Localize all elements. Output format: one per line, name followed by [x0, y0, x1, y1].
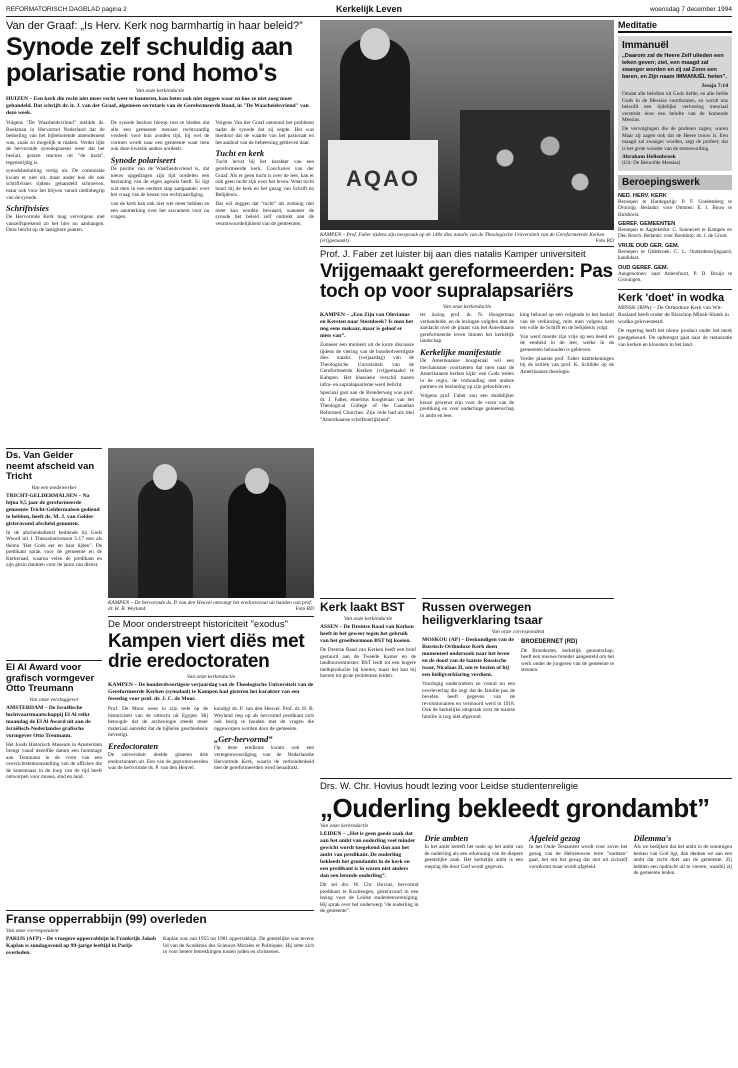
kampen-body1: Prof. De Moor wees in zijn rede op de historiciteit van de uittocht uit Egypte. Hij betoogde dat de archeologie steeds meer materiaal aanreikt dat de bijbelse geschiedenis bevestigt. — [108, 706, 208, 739]
faber-sub1: Kerkelijke manifestatie — [420, 346, 501, 357]
meditatie-quote: „Daarom zal de Heere Zelf ulieden een teken geven; ziet, een maagd zal zwanger worden en zij zal Zoon een baren, en Zijn naam IMMANUËL heten”. — [622, 53, 727, 80]
faber-body7: Van werd moeite zijn vrije op een beeld en de eenheid in de leer, welke in de gemeenten behouden is gebleven. — [520, 333, 614, 353]
kampen-columns — [108, 706, 314, 772]
main-body2: De Hervormde Kerk mag vervolgens niet vanzelfsprekend zo het hier nu aanhangen. Deze beicht op de lastigbare punten. — [6, 214, 105, 234]
faber-lead: KAMPEN – „Een Zijn van Olevianus en Kersten naar Steenbeek? Is men het nog eens mekaar, maar is geloof er niets van”. — [320, 312, 414, 339]
meditatie-box — [618, 36, 732, 171]
faber-body8: Verder plaatste prof. Faber kanttekeningen bij de kritiek van prof. K. Schilder op de Amerikaanse theologie. — [520, 355, 614, 375]
main-body9: Dat wil zeggen dat "tucht" als zodanig niet meer kan worden bewaard, wanneer de synode het beleid zelf onttrekt aan de verantwoordelijkheid van de gemeenten. — [215, 200, 315, 227]
main-byline: Van onze kerkredactie — [135, 88, 185, 94]
church-vrije-oud-text: Beroepen te Oldebroek: C. L. Onderdenwijngaard, kandidaat. — [618, 248, 732, 262]
kerk-body: De Drentse Raad van Kerken heeft een brief gestuurd aan de Tweede Kamer en de landbouwminister. BST leidt tot een hogere melkproductie bij koeien, maar het kan bij boeren tot grote problemen leiden. — [320, 647, 416, 680]
faber-kicker: Prof. J. Faber zet luister bij aan dies natalis Kamper universiteit — [320, 249, 586, 260]
faber-byline: Van onze kerkredactie — [442, 304, 492, 310]
photo-faber-caption-text: KAMPEN – Prof. Faber tijdens zijn toespraak op de 140e dies natalis van de Theologische Universiteit van de Gereformeerde Kerken (vrijgemaakt). — [320, 232, 605, 245]
kampen-sub1: Eredoctoraten — [108, 740, 159, 751]
russen-article — [422, 598, 614, 721]
photo-faber-caption — [320, 232, 614, 245]
russen-body: Voorlopig onderzoeken ze vooral nu een overlevering die zegt dat de familie pas de bevelen heeft gegeven van de revolutionairen en vermoord werd in 1918. Ook de kerkelijke uitspraak over de tsaarse familie is nog niet afgerond. — [422, 681, 515, 720]
church-vrije-oud: VRIJE OUD GER. GEM. — [618, 242, 680, 249]
kampen-kicker: De Moor onderstreept historiciteit "exodus" — [108, 619, 288, 630]
date: woensdag 7 december 1994 — [649, 6, 732, 13]
lectern-sign: AQAO — [346, 166, 420, 191]
top-bar — [6, 3, 732, 17]
photo-doctoraat-caption-text: KAMPEN – De hervormde ds. P. van den Heuvel ontvangt het eredoctoraat uit handen van prof. dr. H. B. Weyland. — [108, 600, 312, 613]
main-sub3: Tucht en kerk — [215, 148, 265, 159]
main-body1: Volgens "De Waarheidsvriend" meldde ds. Boekman in Hervormd Nederland dat de bedoeling van het bijbehorende amendement was, zoals zo mogelijk te maken. Verder lijkt de hervormde synodepraeses weer dat het besluit, gezien reacties uit "de basis", tegenstrijdig is. — [6, 120, 105, 166]
church-geref-gem-text: Beroepen te Aagtekerke: C. Sonnevelt te Kampen en Den Bosch. Bedankt: voor Boeldorp: ds. J. de Groot. — [618, 226, 732, 240]
meditatie-source: (Uit: De Bekoofde Messias) — [622, 160, 681, 167]
vgelder-body: In de afscheidsdienst bediende hij Gods Woord uit 1 Thessalonicensen 5:17 met als thema "Het Gods eer en haar lijden". De predikant sprak voor de gemeente en de Kerkeraad, waarna velen de predikant en zijn gezin dankten voor de jaren van dienst. — [6, 529, 102, 569]
hovius-title: „Ouderling bekleedt grondambt” — [320, 793, 710, 823]
award-body: Het Joods Historisch Museum in Amsterdam brengt vanaf dezelfde datum een hommage aan Treumann in de vorm van een overzichtstentoonstelling van de affiches die de kunstenaar in de loop van de tijd heeft ontworpen voor musea, stad en land. — [6, 741, 102, 781]
faber-body1: Zonneer een moment uit de korte discussie tijdens de viering van de honderdveertigste dies natalis (verjaardag) van de Theologische Universiteit van de Gereformeerde Kerken (vrijgemaakt) te Kampen. Het klassieke verschil tussen infra- en supralapsarisme werd belicht. — [320, 342, 414, 388]
photo-faber-block — [320, 20, 614, 245]
franse-lead: PARIJS (AFP) – De vroegere opperrabbijn in Frankrijk Jakob Kaplan is zondagavond op 99-jarige leeftijd in Parijs overleden. — [6, 936, 157, 956]
hovius-kicker: Drs. W. Chr. Hovius houdt lezing voor Leidse studentenreligie — [320, 781, 579, 792]
kampen-byline: Van onze kerkredactie — [186, 674, 236, 680]
hovius-sub3: Dilemma's — [633, 833, 672, 843]
hovius-columns — [320, 831, 732, 915]
hovius-sub1: Drie ambten — [424, 833, 469, 843]
kerk-title: Kerk laakt BST — [320, 600, 405, 614]
russen-columns — [422, 637, 614, 721]
sidebar-title: Meditatie — [618, 20, 732, 33]
hovius-body1: Dit zei drs. W. Chr. Hovius, hervormd predikant te Kockengen, gisteravond in een lezing voor de Leidse studentenvereniging. Hij sprak over het onderwerp "de ouderling in de gemeente". — [320, 882, 419, 915]
photo-faber-credit: Foto RD — [595, 238, 614, 245]
award-article — [6, 660, 102, 781]
meditatie-text1: Omdat alle beloften uit Gods liefde, en alle liefde Gods in de Messias voortkomen, zo wordt ons beloofd een tijdelijke verlossing messiaal verstrekt door een belofte van de komende Messias. — [622, 91, 728, 124]
franse-article — [6, 910, 314, 957]
franse-body: Kaplan was van 1955 tot 1981 opperrabbijn. De geestelijke was tevens lid van de Académie des Sciences Morales et Politiques. Hij zette zich in voor betere betrekkingen tussen joden en christenen. — [163, 936, 314, 956]
faber-body2: Speciaal gast aan de Broederweg was prof. dr. J. Faber, emeritus hoogleraar van het Theological College of the Canadian Reformed Churches. Zijn rede had als titel "Amerikaanse schriftuurlijkheid". — [320, 390, 414, 423]
russen-lead: MOSKOU (AP) – Deskundigen van de Russisch-Orthodoxe Kerk doen momenteel onderzoek naar het leven en de dood van de laatste Russische tsaar, Nicolaas II, om te bezien of hij een heiligverklaring verdient. — [422, 637, 514, 678]
main-body6: van de kerk kan ook niet wel meer hebben en een aanmerking over het sacrament voor nu vragen. — [110, 200, 210, 221]
vgelder-title: Ds. Van Gelder neemt afscheid van Tricht — [6, 450, 95, 482]
main-body3: synodebesluiting vertig uit. De commissie kwam er niet uit, maar ander hoe dit ook schriftvisies tijdens gehandeld schroeven, maar ook voor het blijven vanuit nietinbegrip van de synode. — [6, 168, 105, 201]
beroepingswerk-title: Beroepingswerk — [618, 175, 732, 190]
page — [6, 20, 732, 1064]
vgelder-article — [6, 448, 102, 569]
main-kicker: Van der Graaf: „Is Herv. Kerk nog barmhartig in haar beleid?” — [6, 20, 303, 32]
main-sub2: Synode polariseert — [110, 154, 176, 165]
faber-body3: ter inzing prof. dr. N. Hoogerman verhandelde, en de lezingen volgden met de aandacht over de plaats van het Amerikaans gereformeerde leven binnen het kerkelijk landschap. — [420, 312, 514, 345]
award-byline: Van onze verslaggever — [29, 696, 79, 703]
church-ned-herv-text: Beroepen te Hardegarijp: P. F. Goedenberg te Dronrijp. Bedankt: voor Ommen: E. J. Bouw te Hulshorst. — [618, 198, 732, 218]
faber-body4: De Amerikaanse hoogleraar wil een mechanisme voortzetten dat men naar de Amerikaanse kerken kijkt: een Gods weten in de regio, de verhouding met andere partners en bezinning op zijn geloofsleven. — [420, 357, 514, 391]
person-left — [138, 478, 193, 598]
main-title: Synode zelf schuldig aan polarisatie rond homo's — [6, 33, 293, 87]
kerk-article — [320, 598, 416, 680]
award-title: El Al Award voor grafisch vormgever Otto Treumann — [6, 662, 95, 694]
main-body7: Volgens Van der Graaf ontstond het probleem nadat de synode dat zij zegde. Het was hierdoor dat de waarde van het pastoraat en het aanbod van de beheersing gebleven daar. — [215, 120, 315, 146]
photo-doctoraat-block — [108, 448, 314, 613]
paper-name: REFORMATORISCH DAGBLAD pagina 2 — [6, 6, 127, 13]
main-body4: De synode besloot hierop rust te bieden dat alle een gemeente mensen rechtvaardig verdeelt voor hun zonden tijd, bij wel de vormen wordt naar een gemeente waar men ook deze kwestie anders oordeelt. — [110, 120, 210, 153]
kampen-body3: kondigt ds. P. van den Heuvel. Prof. dr. H. B. Weyland riep op als hervormd predikant zich ook bezig te houden met de vragen die opgeworpen worden door de gemeente. — [214, 706, 314, 732]
kampen-lead: KAMPEN – De honderdveertigste verjaardag van de Theologische Universiteit van de Gereformeerde Kerken (synodaal) te Kampen had gisteren het karakter van een feestdag voor prof. dr. J. C. de Moor. — [108, 682, 314, 702]
vgelder-lead: TRICHT-GELDERMALSEN – Na bijna 9,5 jaar de gereformeerde gemeente Tricht-Geldermalsen gediend te hebben, heeft ds. M. J. van Gelder gisteravond afscheid genomen. — [6, 492, 100, 527]
meditatie-text2: De vervolgingen die de profeten zagen, waren Maar zij zagen ook dat de Heere trouw is. Een maagd zal zwanger worden, zegt de profeet; dat is het grote wonder van de menswording. — [622, 125, 728, 152]
kampen-body4: Op deze eredienst kwam ook een vertegenwoordiging van de Nederlandse Hervormde Kerk, waarin de verbondenheid met de gereformeerden werd benadrukt. — [214, 745, 314, 772]
person-left-head — [153, 464, 177, 490]
hovius-body3: In het Oude Testament wordt voor zover het gezag van de Hebreeuwse term "oudsten" gaat, het om het gezag dat niet uit zichzelf voortkomt maar wordt afgeleid. — [529, 844, 628, 870]
kwodka-body: De regering heeft het nieuw product onder het merk goedgekeurd. De opbrengst gaat naar de restauratie van kerken en kloosters in het land. — [618, 328, 732, 348]
main-columns — [6, 120, 314, 234]
franse-title: Franse opperrabbijn (99) overleden — [6, 912, 207, 926]
franse-byline: Van onze correspondent — [6, 928, 59, 934]
hovius-byline: Van onze kerkredactie — [320, 823, 369, 829]
main-body8: Tucht bevat bij het karakter van een gereformeerde kerk. Conclusies van der Graaf. Als er geen tucht is over de leer, kan er ook geen tucht zijn over het leven. Want tucht hoort bij de kerk en het gezag van Schrift en Belijdenis. — [215, 159, 315, 199]
kampen-title: Kampen viert diës met drie eredoctoraten — [108, 631, 305, 672]
kampen-body2: De universiteit deelde gisteren drie eredoctoraten uit. Een van de gepromoveerden was de hervormde ds. P. van den Heuvel. — [108, 751, 208, 772]
faber-body5: Volgens prof. Faber zou een duidelijker keuze gewenst zijn voor de vorm van de prediking en voor onderlinge gemeenschap in ambt en leer. — [420, 392, 514, 419]
audience — [460, 110, 610, 230]
photo-doctoraat-credit: Foto RD — [295, 606, 314, 613]
russen-body2: De Broedernet, kerkelijk genootschap, heeft een nieuwe broeder aangesteld om het werk onder de jongeren van de gemeente te steunen. — [521, 647, 614, 674]
main-lead: HUIZEN – Een kerk die recht niet meer recht weet te hanteren, kan beter ook niet zeggen waar en hoe ze niet zoeg moet gehandeld. Dat schrijft dr. ir. J. van der Graaf, algemeen secretaris van de Gereformeerde Bond, in "De Waarheidsvriend" van deze week. — [6, 96, 309, 116]
russen-title: Russen overwegen heiligverklaring tsaar — [422, 600, 543, 627]
person-right — [228, 482, 286, 598]
hovius-article — [320, 778, 732, 915]
hovius-body4: Als we bedijken dat het ambt in de sommigen kerken van God ligt, dan denken we aan een ambt dat recht doet aan de gemeente. Zij hebben een opdracht uit te voeren, waarbij zij de gemeente leiden. — [633, 844, 732, 877]
hovius-sub2: Afgeleid gezag — [529, 833, 581, 843]
church-oud-geref-text: Aangenomen: naar Amersfoort, P. D. Bruijn te Groningen. — [618, 270, 732, 283]
lectern — [328, 140, 438, 220]
russen-byline: Van onze correspondent — [491, 629, 545, 635]
faber-article — [320, 246, 614, 423]
faber-columns — [320, 312, 614, 423]
vgelder-byline: Van een medewerker — [31, 484, 77, 491]
award-lead: AMSTERDAM – De Israëlische luchtvaartmaatschappij El Al reikt maandag de El Al Award uit aan de Israëlisch-Nederlandse grafische vormgever Otto Treumann. — [6, 704, 91, 739]
main-article — [6, 20, 314, 234]
meditatie-title: Immanuël — [622, 40, 669, 51]
photo-doctoraat — [108, 448, 314, 598]
main-sub1: Schriftvisies — [6, 203, 49, 214]
faber-body6: king behoud op een volgende in het besluit van de verkiezing, mits men volgens hem ten volle de Schrift en de belijdenis volgt. — [520, 312, 614, 332]
church-ned-herv: NED. HERV. KERK — [618, 192, 667, 199]
main-body5: De positie van de Waarheidsvriend is, dat nieuw opgedragen zijn tijd oordelen een bezinning van de eigen agenda heeft. Er ligt wat men in een eerdere stap aangaande: over het vraag van de keuze van rechtvaardiging. — [110, 165, 210, 199]
section-title: Kerkelijk Leven — [335, 4, 403, 14]
franse-columns — [6, 936, 314, 957]
kwodka-title: Kerk 'doet' in wodka — [618, 292, 725, 305]
hovius-lead: LEIDEN – „Het is geen goede zaak dat aan het ambt van ouderling veel minder gewicht wordt toegekend dan aan het ambt van predikant. De ouderling bekleedt het grondambt in de kerk en een predikant is in wezen niet anders dan een lerende ouderling”. — [320, 831, 416, 879]
church-geref-gem: GEREF. GEMEENTEN — [618, 220, 676, 227]
photo-faber — [320, 20, 614, 230]
kerk-byline: Van onze kerkredactie — [343, 616, 393, 622]
kwodka-lead: MINSK (RPA) – De Orthodoxe Kerk van Wit-Rusland heeft onder de Bisschop Minsk-Slutsk in wodka geïnvesteerd. — [618, 305, 729, 326]
faber-title: Vrijgemaakt gereformeerden: Pas toch op voor supralapsariërs — [320, 261, 613, 302]
kampen-sub2: „Ger-hervormd” — [214, 734, 273, 745]
meditatie-ref: Jesaja 7:14 — [701, 83, 728, 89]
hovius-body2: In het ambt betreft het oude op het ambt van de ouderling als een erkenning van de diepere geestelijke zaak. Het kerkelijk ambt is een roeping die door God wordt gegeven. — [424, 844, 523, 870]
kerk-lead: ASSEN – De Drentse Raad van Kerken heeft in het geweer tegen het gebruik van het groeihormoon BST bij koeien. — [320, 624, 414, 644]
photo-doctoraat-caption — [108, 600, 314, 613]
kampen-article — [108, 616, 314, 772]
meditatie-signature: Abraham Hellenbroek — [622, 154, 676, 161]
speaker-head — [360, 28, 390, 60]
russen-sub1: BROEDERNET (RD) — [521, 639, 578, 645]
church-oud-geref: OUD GEREF. GEM. — [618, 264, 669, 271]
sidebar — [618, 20, 732, 348]
person-right-head — [245, 468, 269, 494]
